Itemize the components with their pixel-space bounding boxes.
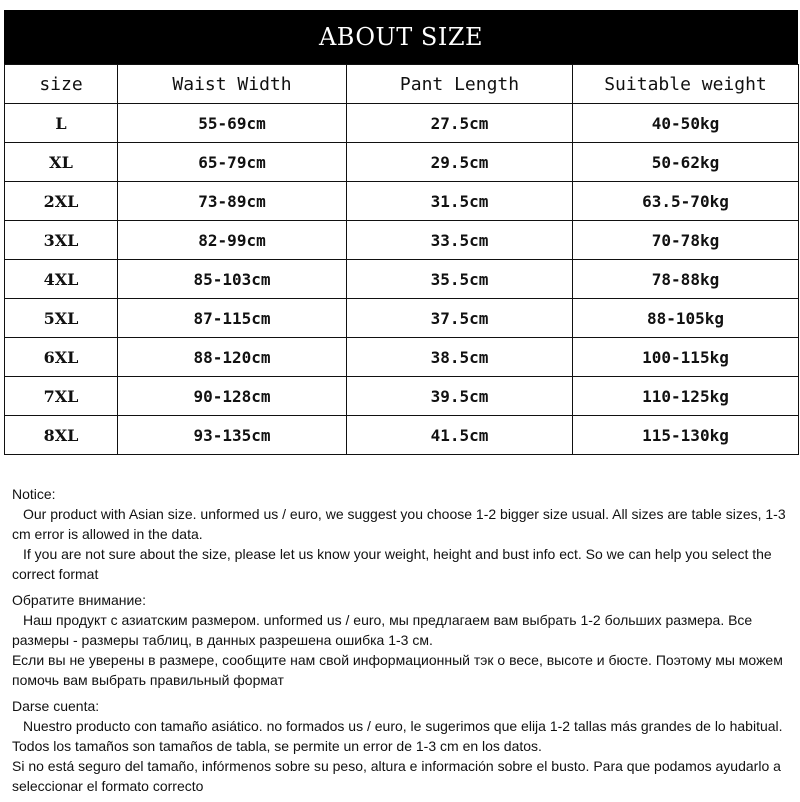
- cell-size: 3XL: [5, 221, 118, 260]
- cell-waist-width: 73-89cm: [118, 182, 347, 221]
- cell-size: 7XL: [5, 377, 118, 416]
- size-chart-title: ABOUT SIZE: [4, 10, 798, 64]
- cell-suitable-weight: 70-78kg: [573, 221, 799, 260]
- table-row: [5, 299, 799, 338]
- cell-pant-length: 38.5cm: [347, 338, 573, 377]
- cell-size: 4XL: [5, 260, 118, 299]
- table-row: [5, 377, 799, 416]
- cell-pant-length: 31.5cm: [347, 182, 573, 221]
- cell-waist-width: 55-69cm: [118, 104, 347, 143]
- table-row: [5, 143, 799, 182]
- cell-waist-width: 82-99cm: [118, 221, 347, 260]
- notice-paragraph: If you are not sure about the size, please let us know your weight, height and bust info ect. So we can help you select the correct format: [12, 546, 772, 582]
- cell-pant-length: 27.5cm: [347, 104, 573, 143]
- cell-waist-width: 65-79cm: [118, 143, 347, 182]
- table-row: [5, 221, 799, 260]
- table-row: [5, 416, 799, 455]
- notice-russian: [12, 590, 792, 690]
- notice-paragraph: Наш продукт с азиатским размером. unformed us / euro, мы предлагаем вам выбрать 1-2 больших размера. Все размеры - размеры таблиц, в данных разрешена ошибка 1-3 см.: [12, 612, 753, 648]
- header-size: size: [5, 65, 118, 104]
- notice-heading: Notice:: [12, 486, 56, 502]
- table-row: [5, 260, 799, 299]
- cell-suitable-weight: 115-130kg: [573, 416, 799, 455]
- cell-size: 2XL: [5, 182, 118, 221]
- header-suitable-weight: Suitable weight: [573, 65, 799, 104]
- cell-waist-width: 87-115cm: [118, 299, 347, 338]
- cell-pant-length: 33.5cm: [347, 221, 573, 260]
- cell-pant-length: 35.5cm: [347, 260, 573, 299]
- header-pant-length: Pant Length: [347, 65, 573, 104]
- cell-suitable-weight: 50-62kg: [573, 143, 799, 182]
- cell-size: 6XL: [5, 338, 118, 377]
- cell-suitable-weight: 88-105kg: [573, 299, 799, 338]
- table-row: [5, 104, 799, 143]
- cell-size: L: [5, 104, 118, 143]
- cell-size: 5XL: [5, 299, 118, 338]
- cell-pant-length: 37.5cm: [347, 299, 573, 338]
- notice-heading: Обратите внимание:: [12, 592, 146, 608]
- table-row: [5, 182, 799, 221]
- cell-pant-length: 39.5cm: [347, 377, 573, 416]
- cell-size: 8XL: [5, 416, 118, 455]
- table-row: [5, 338, 799, 377]
- notice-heading: Darse cuenta:: [12, 698, 100, 714]
- cell-suitable-weight: 100-115kg: [573, 338, 799, 377]
- cell-size: XL: [5, 143, 118, 182]
- size-notes: [12, 484, 792, 802]
- notice-paragraph: Our product with Asian size. unformed us / euro, we suggest you choose 1-2 bigger size usual. All sizes are table sizes, 1-3 cm error is allowed in the data.: [12, 506, 786, 542]
- cell-suitable-weight: 40-50kg: [573, 104, 799, 143]
- notice-paragraph: Если вы не уверены в размере, сообщите нам свой информационный тэк о весе, высоте и бюсте. Поэтому мы можем помочь вам выбрать правильный формат: [12, 652, 783, 688]
- notice-spanish: [12, 696, 792, 796]
- notice-paragraph: Si no está seguro del tamaño, infórmenos sobre su peso, altura e información sobre el busto. Para que podamos ayudarlo a seleccionar el formato correcto: [12, 758, 781, 794]
- cell-waist-width: 90-128cm: [118, 377, 347, 416]
- cell-pant-length: 41.5cm: [347, 416, 573, 455]
- cell-waist-width: 88-120cm: [118, 338, 347, 377]
- table-header-row: [5, 65, 799, 104]
- notice-english: [12, 484, 792, 584]
- cell-waist-width: 93-135cm: [118, 416, 347, 455]
- cell-suitable-weight: 110-125kg: [573, 377, 799, 416]
- cell-suitable-weight: 78-88kg: [573, 260, 799, 299]
- cell-pant-length: 29.5cm: [347, 143, 573, 182]
- header-waist-width: Waist Width: [118, 65, 347, 104]
- notice-paragraph: Nuestro producto con tamaño asiático. no formados us / euro, le sugerimos que elija 1-2 tallas más grandes de lo habitual. Todos los tamaños son tamaños de tabla, se permite un error de 1-3 cm en los datos.: [12, 718, 783, 754]
- size-table: [4, 64, 799, 455]
- cell-suitable-weight: 63.5-70kg: [573, 182, 799, 221]
- cell-waist-width: 85-103cm: [118, 260, 347, 299]
- size-chart: [4, 10, 798, 455]
